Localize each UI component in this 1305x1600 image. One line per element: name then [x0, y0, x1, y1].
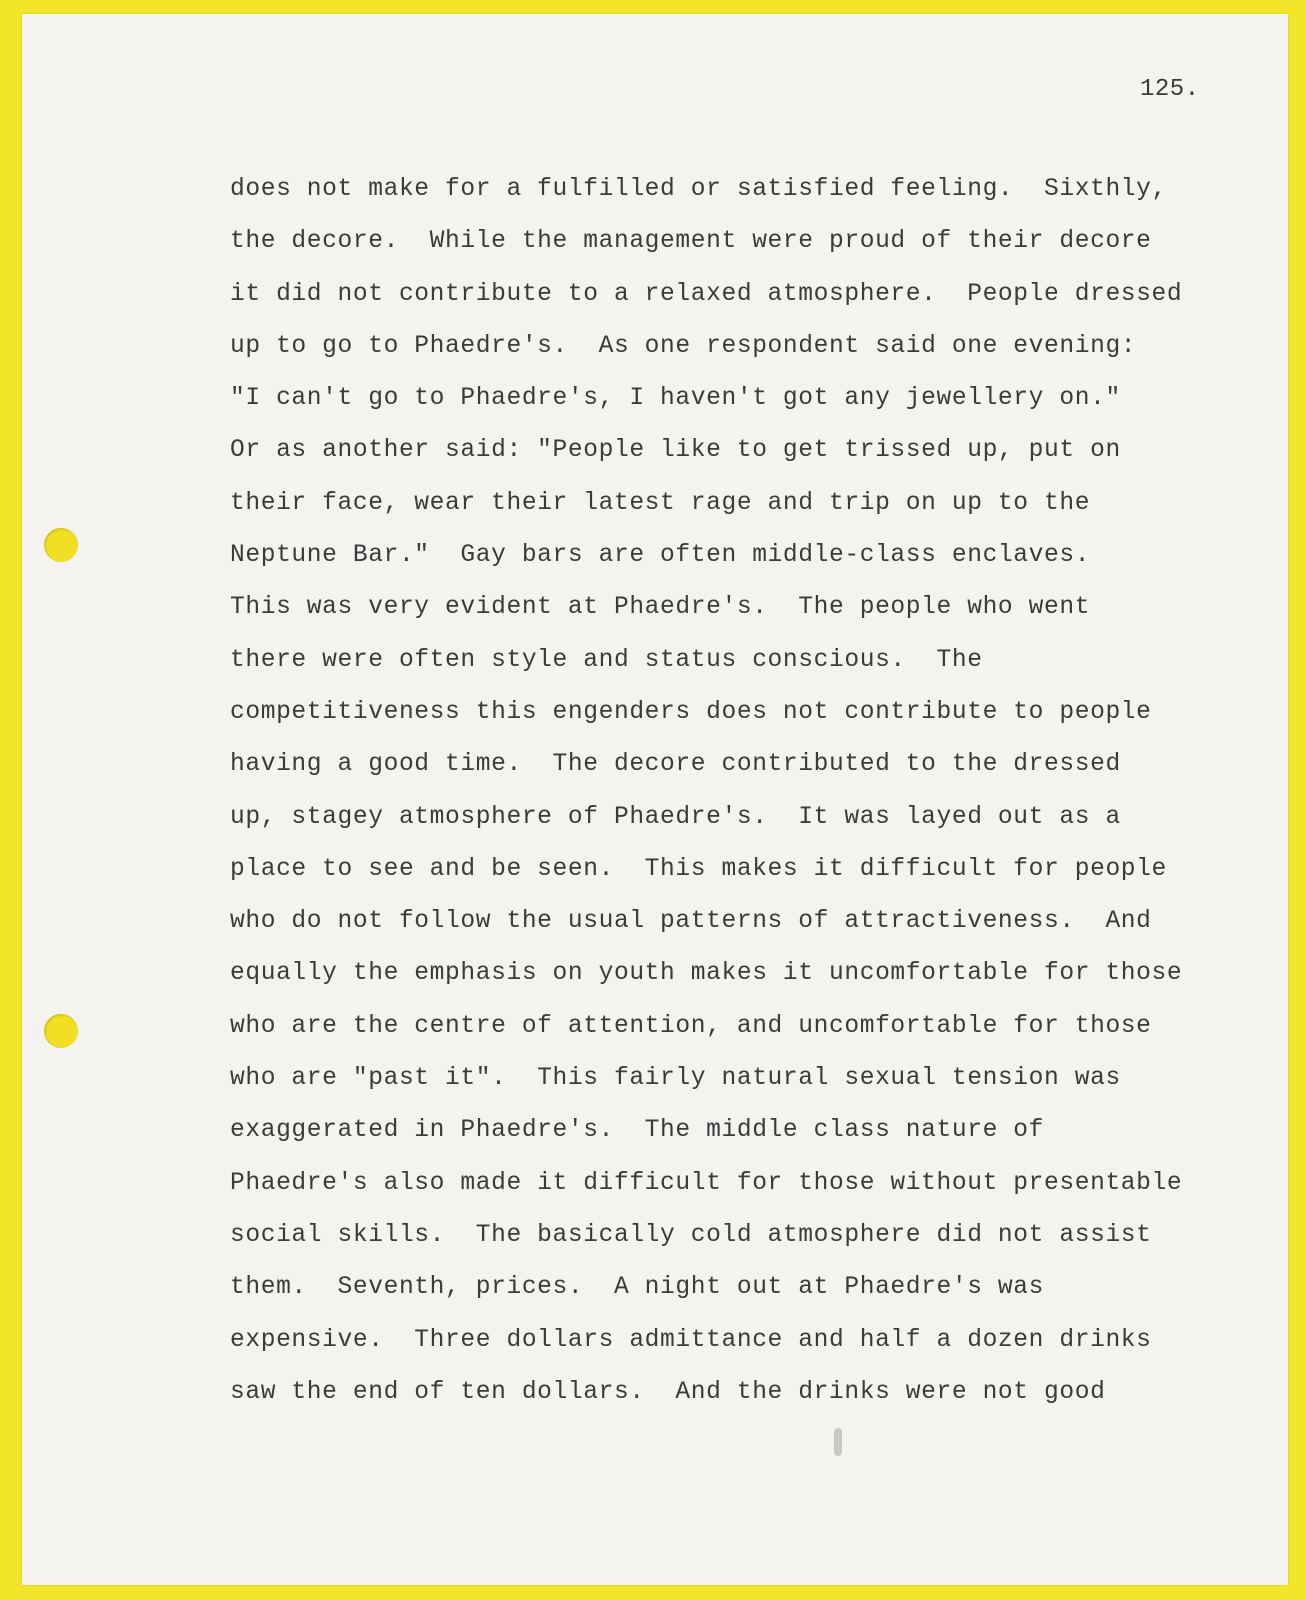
- text-line: expensive. Three dollars admittance and half a dozen drinks: [230, 1326, 1152, 1354]
- text-line: exaggerated in Phaedre's. The middle class nature of: [230, 1117, 1045, 1145]
- text-line: Neptune Bar." Gay bars are often middle-class enclaves.: [230, 542, 1091, 570]
- text-line: them. Seventh, prices. A night out at Phaedre's was: [230, 1274, 1045, 1302]
- text-line: saw the end of ten dollars. And the drinks were not good: [230, 1378, 1106, 1406]
- text-line: Phaedre's also made it difficult for those without presentable: [230, 1169, 1183, 1197]
- text-line: there were often style and status conscious. The: [230, 646, 983, 674]
- text-line: does not make for a fulfilled or satisfied feeling. Sixthly,: [230, 176, 1167, 203]
- punch-hole-bottom: [44, 1014, 78, 1048]
- page-number: 125.: [1140, 76, 1200, 103]
- text-line: who are the centre of attention, and uncomfortable for those: [230, 1012, 1152, 1040]
- typed-page: [22, 14, 1288, 1585]
- text-line: up, stagey atmosphere of Phaedre's. It was layed out as a: [230, 803, 1121, 831]
- ink-smudge: [834, 1428, 842, 1456]
- text-line: place to see and be seen. This makes it difficult for people: [230, 855, 1167, 883]
- body-text: [230, 164, 1230, 1419]
- text-line: it did not contribute to a relaxed atmosphere. People dressed: [230, 280, 1183, 308]
- punch-hole-top: [44, 528, 78, 562]
- text-line: "I can't go to Phaedre's, I haven't got any jewellery on.": [230, 385, 1121, 413]
- text-line: equally the emphasis on youth makes it uncomfortable for those: [230, 960, 1183, 988]
- text-line: competitiveness this engenders does not contribute to people: [230, 698, 1152, 726]
- text-line: social skills. The basically cold atmosphere did not assist: [230, 1221, 1152, 1249]
- text-line: the decore. While the management were proud of their decore: [230, 228, 1152, 256]
- text-line: up to go to Phaedre's. As one respondent said one evening:: [230, 332, 1137, 360]
- text-line: Or as another said: "People like to get trissed up, put on: [230, 437, 1121, 465]
- text-line: having a good time. The decore contributed to the dressed: [230, 751, 1121, 779]
- text-line: their face, wear their latest rage and trip on up to the: [230, 489, 1091, 517]
- text-line: This was very evident at Phaedre's. The people who went: [230, 594, 1091, 622]
- text-line: who are "past it". This fairly natural sexual tension was: [230, 1065, 1121, 1093]
- text-line: who do not follow the usual patterns of attractiveness. And: [230, 908, 1152, 936]
